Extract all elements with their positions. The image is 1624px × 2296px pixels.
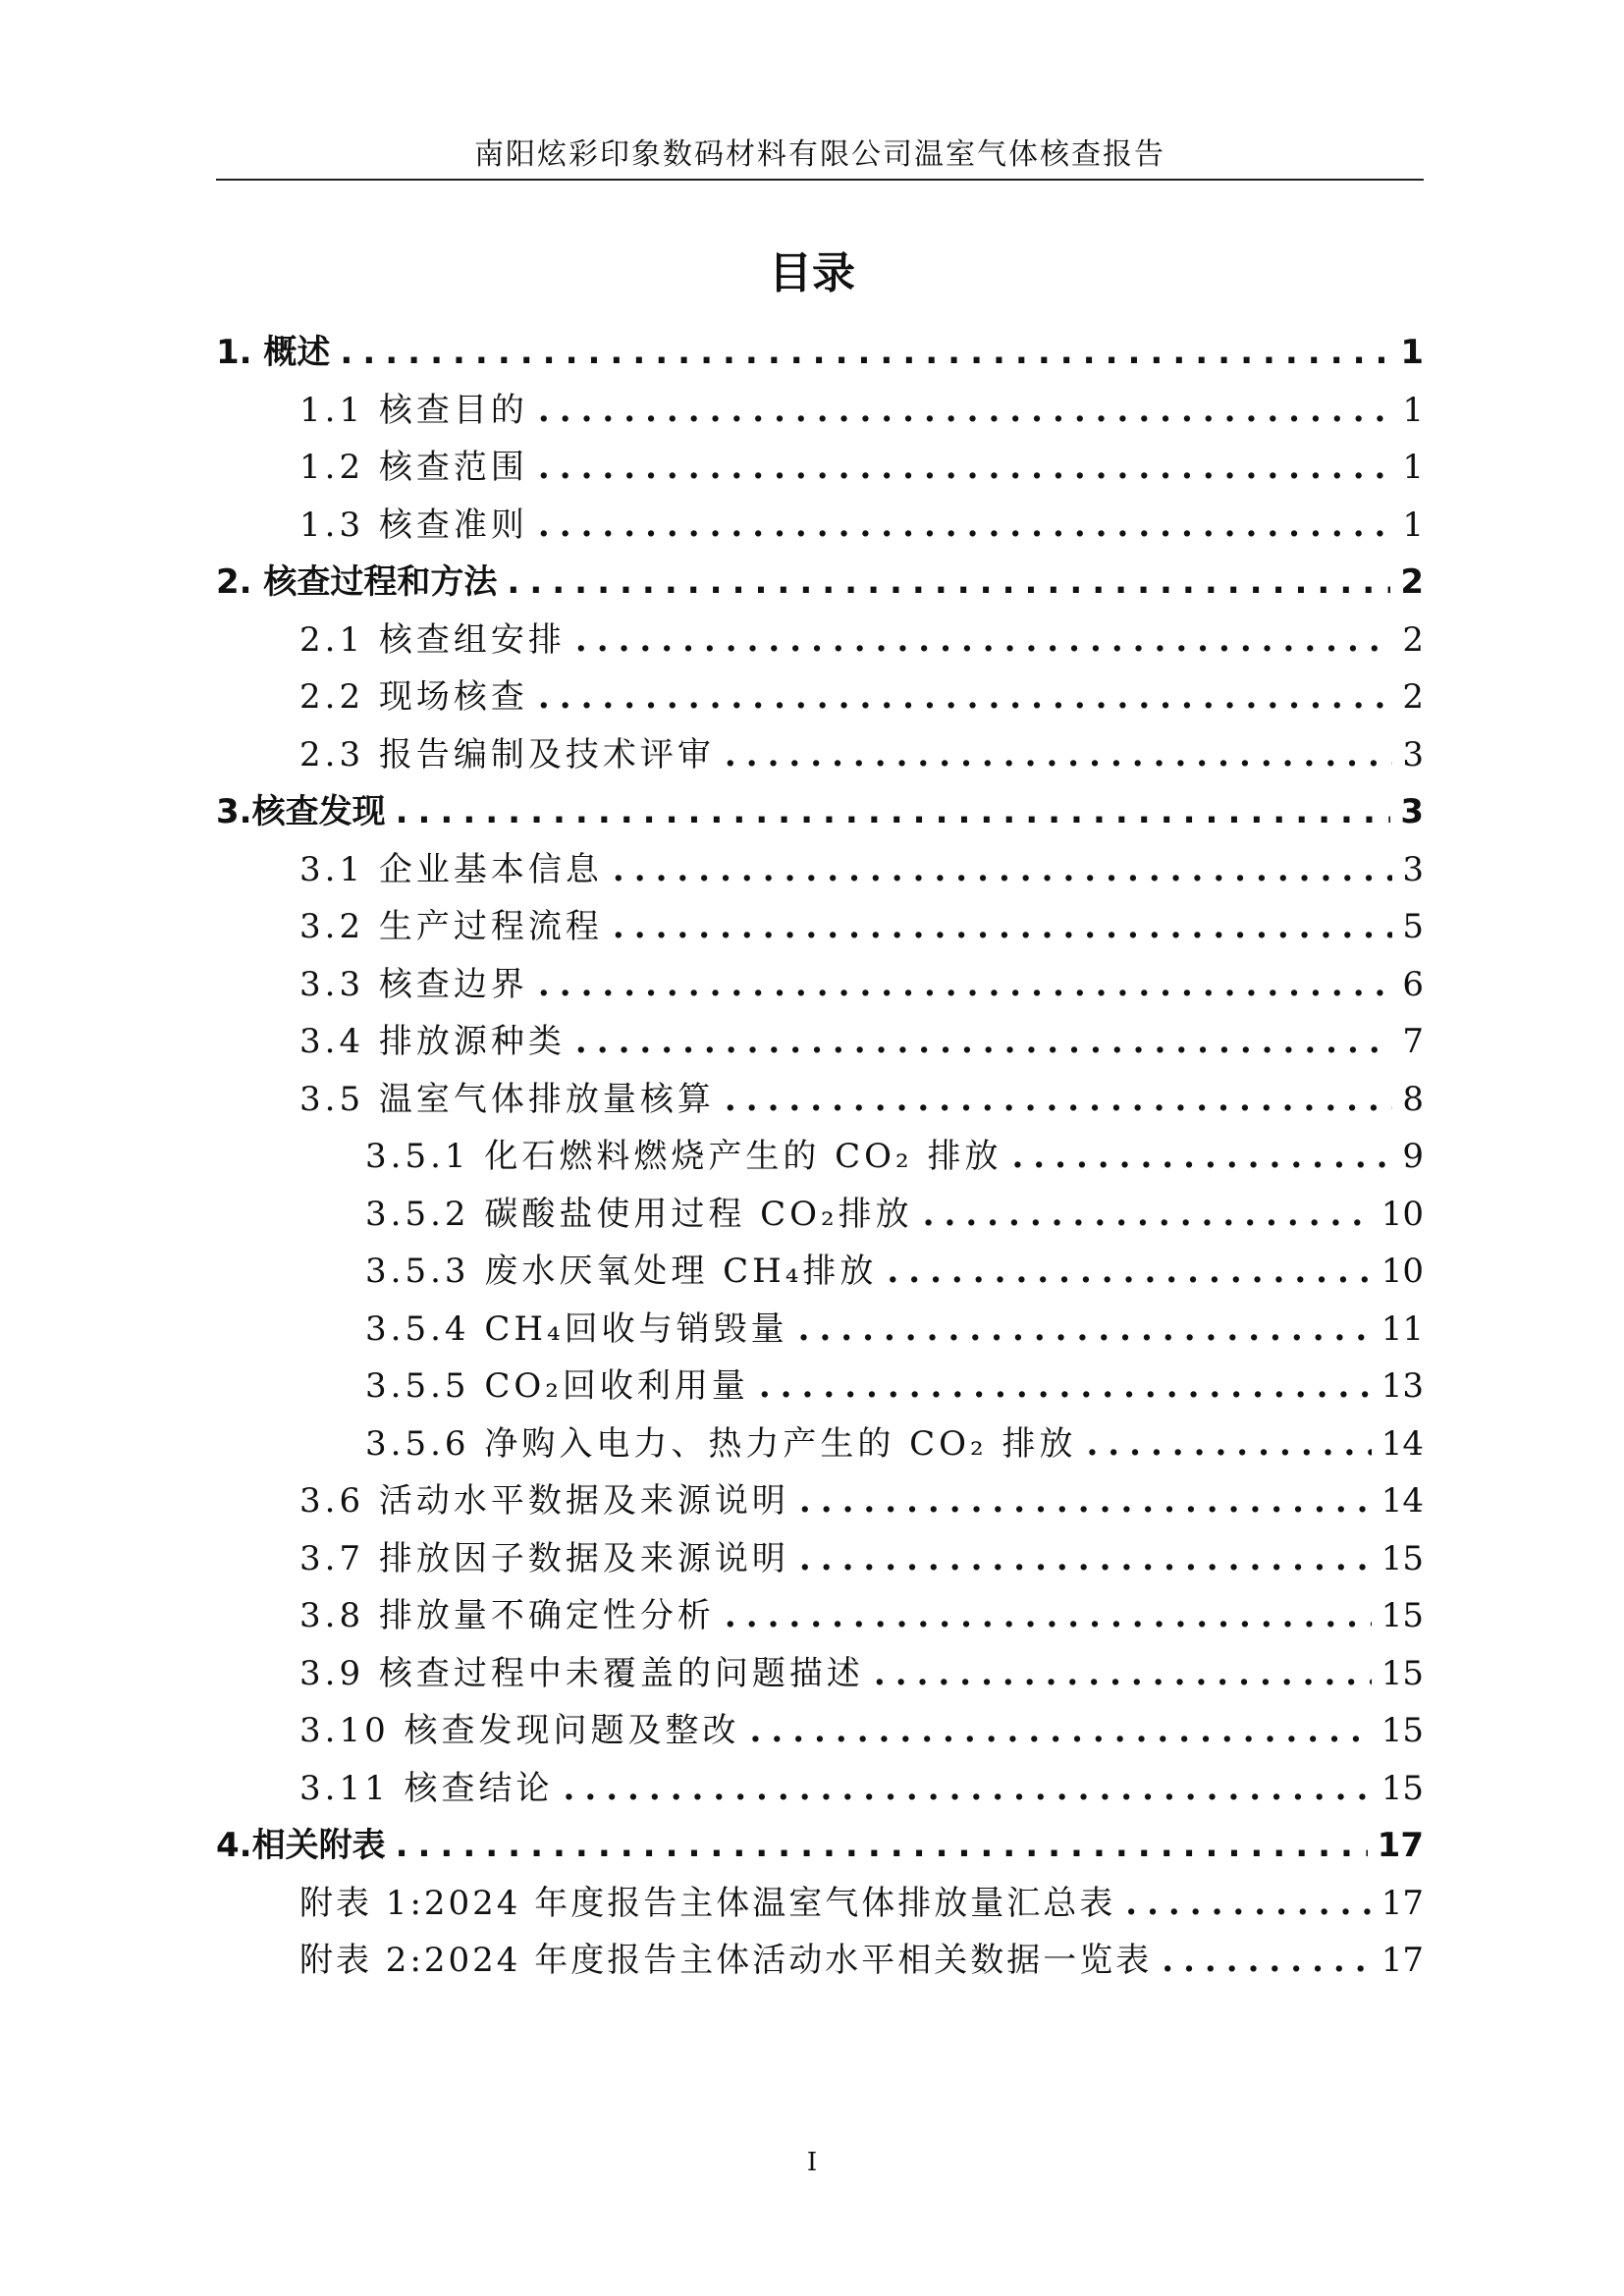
toc-leader-dots [613, 898, 1392, 956]
toc-leader-dots [575, 612, 1392, 669]
toc-entry-label: 3.2 生产过程流程 [299, 907, 603, 946]
toc-entry-page: 13 [1380, 1366, 1424, 1406]
toc-entry-page: 11 [1380, 1308, 1424, 1349]
toc-entry-label: 4.相关附表 [216, 1826, 386, 1865]
toc-entry-label: 3.5.1 化石燃料燃烧产生的 CO₂ 排放 [365, 1137, 1002, 1176]
toc-entry-label: 3.10 核查发现问题及整改 [299, 1711, 740, 1750]
toc-entry-page: 17 [1380, 1941, 1424, 1980]
toc-entry[interactable] [216, 497, 1424, 555]
toc-entry-page: 1 [1402, 448, 1424, 487]
toc-entry[interactable] [216, 1875, 1424, 1933]
toc-entry[interactable] [216, 956, 1424, 1014]
toc-entry-label: 2.3 报告编制及技术评审 [299, 734, 715, 774]
toc-entry[interactable] [216, 382, 1424, 440]
toc-entry-page: 14 [1380, 1423, 1424, 1464]
toc-entry-label: 1.1 核查目的 [299, 390, 528, 430]
toc-entry[interactable] [216, 841, 1424, 899]
toc-entry-page: 15 [1380, 1768, 1424, 1808]
page-number: I [806, 2148, 818, 2177]
toc-entry-page: 2 [1400, 562, 1424, 602]
toc-entry[interactable] [216, 898, 1424, 956]
toc-entry-page: 1 [1400, 333, 1424, 372]
toc-entry-page: 10 [1380, 1252, 1424, 1291]
toc-entry-page: 6 [1402, 964, 1424, 1004]
toc-entry[interactable] [216, 726, 1424, 784]
toc-entry[interactable] [216, 1358, 1424, 1415]
toc-entry-label: 2.2 现场核查 [299, 677, 528, 717]
toc-leader-dots [725, 1071, 1392, 1129]
toc-leader-dots [887, 1243, 1371, 1301]
toc-entry-label: 3.9 核查过程中未覆盖的问题描述 [299, 1653, 864, 1693]
toc-entry-label: 3.8 排放量不确定性分析 [299, 1596, 715, 1635]
toc-entry[interactable] [216, 1128, 1424, 1186]
toc-entry-page: 2 [1402, 619, 1424, 660]
toc-entry[interactable] [216, 1587, 1424, 1645]
toc-entry-label: 1.3 核查准则 [299, 505, 528, 545]
toc-leader-dots [538, 668, 1392, 726]
toc-entry-page: 15 [1380, 1711, 1424, 1750]
toc-entry-label: 3.1 企业基本信息 [299, 849, 603, 889]
toc-entry[interactable] [216, 554, 1424, 612]
toc-entry[interactable] [216, 1071, 1424, 1129]
toc-entry[interactable] [216, 439, 1424, 497]
toc-leader-dots [798, 1301, 1372, 1359]
toc-entry-page: 15 [1380, 1596, 1424, 1635]
toc-leader-dots [750, 1702, 1372, 1760]
toc-entry[interactable] [216, 1301, 1424, 1359]
toc-entry-page: 8 [1402, 1079, 1424, 1119]
toc-entry-label: 3.4 排放源种类 [299, 1022, 566, 1061]
toc-entry-label: 3.11 核查结论 [299, 1768, 554, 1808]
toc-entry-label: 3.7 排放因子数据及来源说明 [299, 1538, 789, 1578]
toc-entry-label: 3.5.4 CH₄回收与销毁量 [365, 1308, 788, 1349]
toc-entry-page: 14 [1380, 1481, 1424, 1521]
toc-entry-label: 1.2 核查范围 [299, 448, 528, 487]
toc-entry-label: 2.1 核查组安排 [299, 619, 566, 660]
toc-entry[interactable] [216, 1645, 1424, 1703]
toc-entry-label: 3.5.2 碳酸盐使用过程 CO₂排放 [365, 1194, 913, 1234]
toc-leader-dots [799, 1530, 1372, 1588]
toc-entry-page: 3 [1402, 734, 1424, 774]
toc-entry[interactable] [216, 1932, 1424, 1990]
toc-entry-label: 2. 核查过程和方法 [216, 562, 498, 602]
toc-entry-label: 3.6 活动水平数据及来源说明 [299, 1481, 789, 1521]
toc-entry[interactable] [216, 1760, 1424, 1818]
toc-entry-label: 3.5.5 CO₂回收利用量 [365, 1366, 749, 1406]
toc-leader-dots [725, 1587, 1372, 1645]
toc-leader-dots [538, 956, 1392, 1014]
toc-entry-label: 附表 2:2024 年度报告主体活动水平相关数据一览表 [299, 1941, 1153, 1980]
toc-leader-dots [725, 726, 1392, 784]
running-header: 南阳炫彩印象数码材料有限公司温室气体核查报告 [474, 137, 1165, 172]
toc-leader-dots [538, 382, 1392, 440]
toc-leader-dots [538, 439, 1392, 497]
toc-entry-label: 3.3 核查边界 [299, 964, 528, 1004]
header-divider [216, 179, 1424, 181]
toc-entry[interactable] [216, 1530, 1424, 1588]
toc-leader-dots [1162, 1932, 1372, 1990]
toc-leader-dots [1125, 1875, 1372, 1933]
toc-entry-page: 3 [1402, 849, 1424, 889]
toc-entry-label: 3.5.6 净购入电力、热力产生的 CO₂ 排放 [365, 1423, 1077, 1464]
toc-entry-label: 3.5.3 废水厌氧处理 CH₄排放 [365, 1252, 878, 1291]
toc-leader-dots [613, 841, 1392, 899]
toc-entry-page: 1 [1402, 390, 1424, 430]
toc-leader-dots [575, 1013, 1392, 1071]
toc-entry[interactable] [216, 324, 1424, 382]
toc-entry-label: 3.核查发现 [216, 792, 386, 831]
toc-leader-dots [507, 554, 1390, 612]
toc-entry-page: 15 [1380, 1653, 1424, 1693]
toc-entry-page: 15 [1380, 1538, 1424, 1578]
toc-entry[interactable] [216, 612, 1424, 669]
toc-leader-dots [564, 1760, 1372, 1818]
toc-leader-dots [874, 1645, 1372, 1703]
toc-entry-page: 17 [1377, 1826, 1424, 1865]
toc-entry-label: 附表 1:2024 年度报告主体温室气体排放量汇总表 [299, 1883, 1116, 1923]
toc-leader-dots [1086, 1415, 1371, 1473]
toc-leader-dots [799, 1472, 1372, 1530]
toc-leader-dots [396, 783, 1391, 841]
toc-leader-dots [340, 324, 1390, 382]
toc-leader-dots [1011, 1128, 1392, 1186]
toc-entry[interactable] [216, 1415, 1424, 1473]
toc-entry[interactable] [216, 1702, 1424, 1760]
toc-entry-page: 2 [1402, 677, 1424, 717]
toc-entry-label: 3.5 温室气体排放量核算 [299, 1079, 715, 1119]
toc-entry-page: 5 [1402, 907, 1424, 946]
toc-leader-dots [538, 497, 1392, 555]
toc-title: 目录 [769, 248, 855, 298]
toc-entry-page: 1 [1402, 505, 1424, 545]
toc-leader-dots [396, 1817, 1368, 1875]
toc-entry-page: 10 [1380, 1194, 1424, 1234]
toc-entry-page: 7 [1402, 1022, 1424, 1061]
toc-entry[interactable] [216, 668, 1424, 726]
toc-entry[interactable] [216, 1243, 1424, 1301]
toc-entry-page: 17 [1380, 1883, 1424, 1923]
toc-entry[interactable] [216, 1472, 1424, 1530]
toc-entry-label: 1. 概述 [216, 333, 331, 372]
toc-leader-dots [923, 1186, 1372, 1244]
table-of-contents [216, 324, 1424, 1990]
toc-entry[interactable] [216, 1817, 1424, 1875]
toc-entry[interactable] [216, 783, 1424, 841]
toc-entry-page: 3 [1400, 792, 1424, 831]
toc-entry[interactable] [216, 1013, 1424, 1071]
toc-entry[interactable] [216, 1186, 1424, 1244]
toc-entry-page: 9 [1402, 1137, 1424, 1176]
toc-leader-dots [759, 1358, 1372, 1415]
